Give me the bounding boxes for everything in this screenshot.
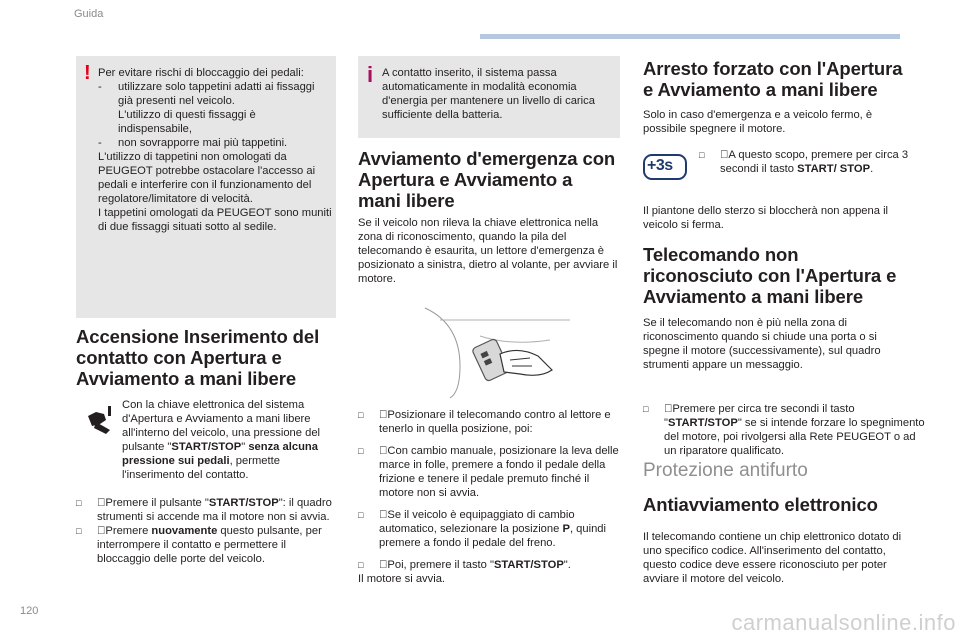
heading-arresto-forzato: Arresto forzato con l'Apertura e Avviamento a mani libere bbox=[643, 58, 903, 100]
heading-accensione: Accensione Inserimento del contatto con Apertura e Avviamento a mani libere bbox=[76, 326, 320, 389]
warning-item-2: non sovrapporre mai più tappetini. bbox=[118, 137, 288, 149]
piantone-para: Il piantone dello sterzo si bloccherà non appena il veicolo si ferma. bbox=[643, 205, 889, 231]
warning-item-1b: L'utilizzo di questi fissaggi è indispensabile, bbox=[118, 109, 256, 135]
warning-item-1: utilizzare solo tappetini adatti ai fissaggi già presenti nel veicolo. bbox=[118, 81, 315, 107]
warning-intro: Per evitare rischi di bloccaggio dei pedali: bbox=[98, 67, 304, 79]
info-box bbox=[358, 56, 620, 138]
info-icon: i bbox=[367, 62, 374, 87]
dash: - bbox=[98, 81, 102, 93]
warning-icon: ! bbox=[84, 62, 91, 84]
bullet-item: □ Con cambio manuale, posizionare la leva delle marce in folle, premere a fondo il pedale della frizione e tenere il pedale premuto finché il motore non si avvia. bbox=[358, 445, 619, 499]
bullet-item: □ Premere per circa tre secondi il tasto "START/STOP" se si intende forzare lo spegnimento del motore, poi rivolgersi alla Rete PEUGEOT o ad un riparatore qualificato. bbox=[643, 403, 925, 457]
bullet-item: □ Posizionare il telecomando contro al lettore e tenerlo in quella posizione, poi: bbox=[358, 409, 611, 435]
bullet-item: □ Premere nuovamente questo pulsante, per interrompere il contatto e permettere il bloccaggio delle porte del veicolo. bbox=[76, 525, 322, 565]
bullet-item: □ Premere il pulsante "START/STOP": il quadro strumenti si accende ma il motore non si avvia. bbox=[76, 497, 332, 523]
section-protezione-antifurto: Protezione antifurto bbox=[643, 460, 808, 481]
plus-3s-icon: +3s bbox=[643, 153, 687, 181]
avviamento-para: Se il veicolo non rileva la chiave elettronica nella zona di riconoscimento, quando la pila del telecomando è esaurita, un lettore d'emergenza è posizionato a sinistra, dietro al volante, per avviare il motore. bbox=[358, 217, 618, 285]
telecomando-para: Se il telecomando non è più nella zona di riconoscimento quando si chiude una porta o si spegne il motore (successivamente), sul quadro strumenti appare un messaggio. bbox=[643, 317, 881, 371]
warning-para-2: L'utilizzo di tappetini non omologati da PEUGEOT potrebbe ostacolare l'accesso ai pedali e interferire con il funzionamento del regolatore/limitatore di velocità. bbox=[98, 151, 316, 205]
accensione-text: Con la chiave elettronica del sistema d'Apertura e Avviamento a mani libere all'interno del veicolo, una pressione del pulsante "START/STOP" senza alcuna pressione sui pedali, permette l'inserimento del contatto. bbox=[122, 399, 321, 481]
warning-para-3: I tappetini omologati da PEUGEOT sono muniti di due fissaggi situati sotto al sedile. bbox=[98, 207, 332, 233]
heading-avviamento-emergenza: Avviamento d'emergenza con Apertura e Avviamento a mani libere bbox=[358, 148, 616, 211]
antiavviamento-para: Il telecomando contiene un chip elettronico dotato di uno specifico codice. All'inserimento del contatto, questo codice deve essere riconosciuto per poter avviare il motore del veicolo. bbox=[643, 531, 902, 585]
bullet-item: □ Se il veicolo è equipaggiato di cambio automatico, selezionare la posizione P, quindi premere a fondo il pedale del freno. bbox=[358, 509, 607, 549]
page-number: 120 bbox=[20, 605, 39, 617]
arresto-para: Solo in caso d'emergenza e a veicolo fermo, è possibile spegnere il motore. bbox=[643, 109, 873, 135]
warning-box bbox=[76, 56, 336, 318]
section-title: Guida bbox=[74, 8, 104, 20]
heading-telecomando: Telecomando non riconosciuto con l'Apertura e Avviamento a mani libere bbox=[643, 244, 897, 307]
heading-antiavviamento: Antiavviamento elettronico bbox=[643, 494, 878, 515]
bullet-item: □ Poi, premere il tasto "START/STOP". bbox=[358, 559, 571, 571]
header-bar bbox=[480, 34, 900, 39]
bullet-item: □ A questo scopo, premere per circa 3 secondi il tasto START/ STOP. bbox=[699, 149, 909, 175]
emergency-reader-illustration bbox=[420, 306, 590, 400]
hands-free-icon bbox=[82, 402, 116, 436]
motore-si-avvia: Il motore si avvia. bbox=[358, 573, 446, 585]
info-text: A contatto inserito, il sistema passa automaticamente in modalità economia d'energia per mantenere un livello di carica sufficiente della batteria. bbox=[382, 67, 595, 121]
dash: - bbox=[98, 137, 102, 149]
watermark: carmanualsonline.info bbox=[731, 610, 956, 635]
